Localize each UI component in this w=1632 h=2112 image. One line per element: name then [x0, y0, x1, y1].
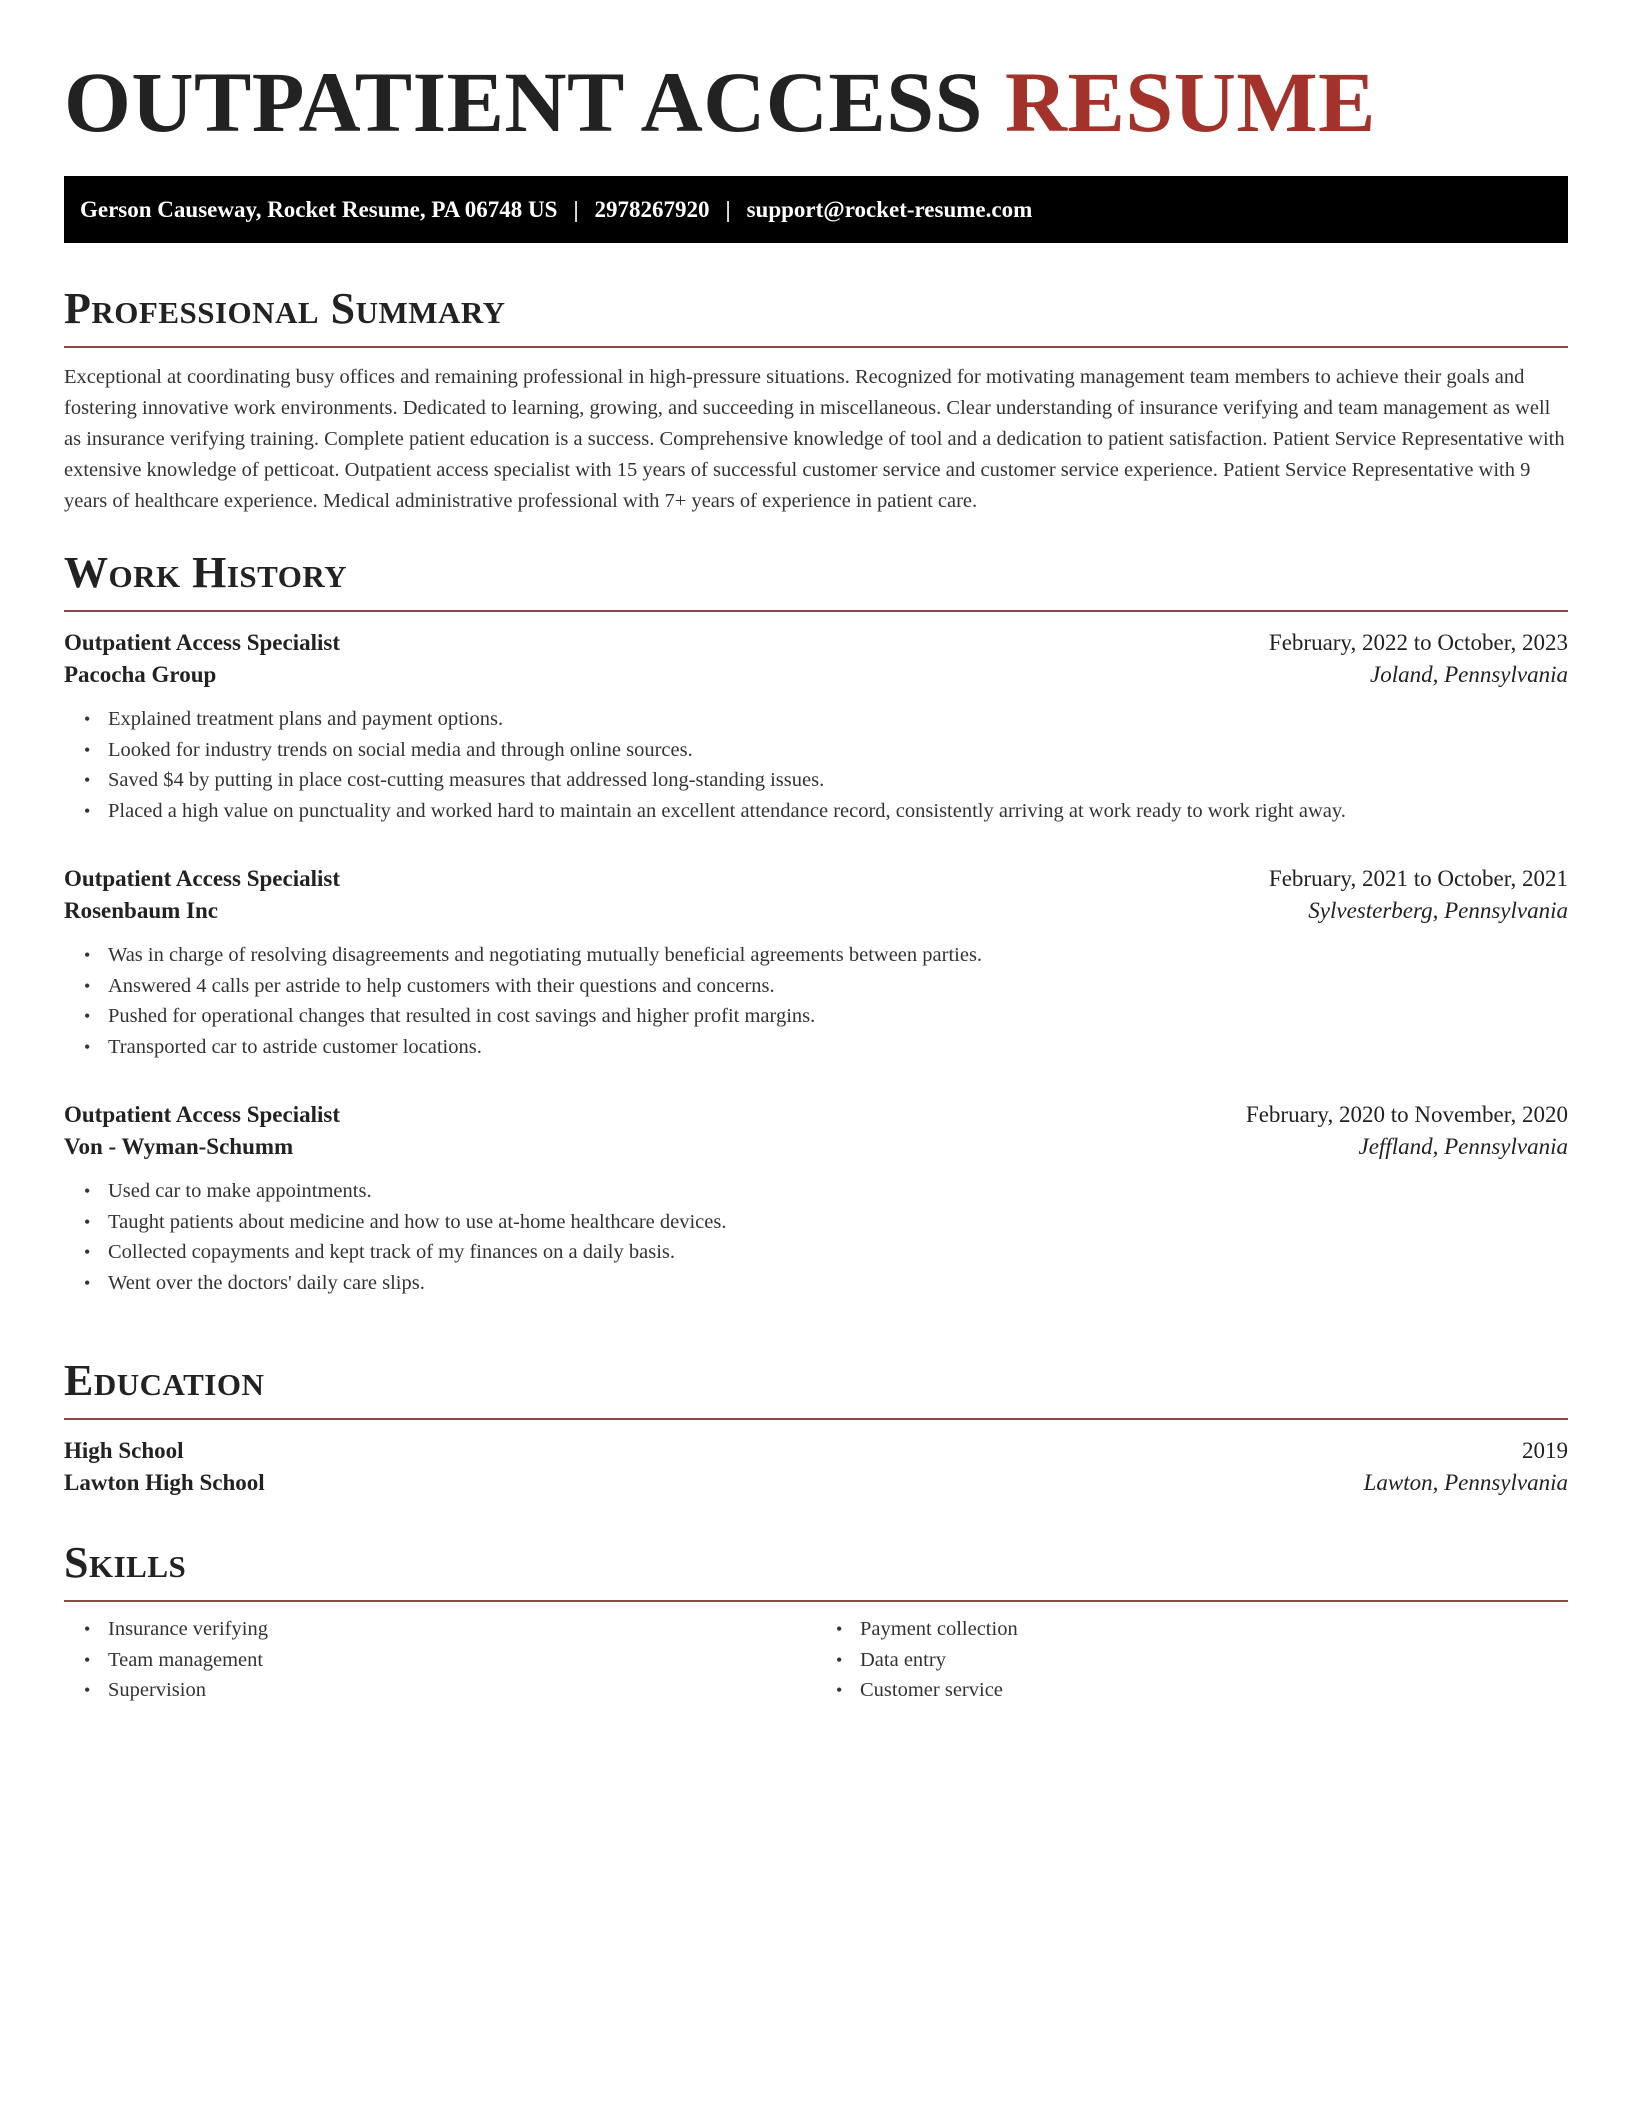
- job-entry: [64, 630, 1568, 826]
- list-item: • Supervision: [108, 1675, 816, 1706]
- bullet-icon: •: [836, 1680, 843, 1700]
- job-dates: February, 2021 to October, 2021: [1268, 866, 1568, 891]
- job-duties-list: [64, 704, 1568, 826]
- section-divider: [64, 346, 1568, 348]
- job-location: Sylvesterberg, Pennsylvania: [1308, 898, 1568, 923]
- education-year: 2019: [1522, 1438, 1568, 1463]
- job-company: Rosenbaum Inc: [64, 898, 219, 923]
- title-main: OUTPATIENT ACCESS: [64, 54, 983, 150]
- job-title: Outpatient Access Specialist: [64, 630, 340, 655]
- job-duties-list: [64, 940, 1568, 1062]
- bullet-icon: •: [84, 1006, 91, 1026]
- section-divider: [64, 1600, 1568, 1602]
- bullet-icon: •: [84, 1272, 91, 1293]
- bullet-icon: •: [84, 739, 91, 760]
- summary-section: [64, 282, 1568, 517]
- list-item: • Collected copayments and kept track of my finances on a daily basis.: [108, 1237, 1568, 1268]
- list-item: • Answered 4 calls per astride to help customers with their questions and concerns.: [108, 971, 1568, 1002]
- education-heading: Education: [64, 1356, 265, 1405]
- education-section: [64, 1354, 1568, 1496]
- list-item: • Team management: [108, 1645, 816, 1676]
- contact-separator: |: [573, 196, 579, 222]
- work-history-heading: Work History: [64, 548, 348, 597]
- bullet-icon: •: [84, 1211, 91, 1232]
- bullet-icon: •: [84, 945, 91, 965]
- job-duties-list: [64, 1176, 1568, 1298]
- list-item: • Used car to make appointments.: [108, 1176, 1568, 1207]
- job-dates: February, 2022 to October, 2023: [1268, 630, 1568, 655]
- bullet-icon: •: [84, 770, 91, 790]
- education-location: Lawton, Pennsylvania: [1363, 1470, 1568, 1495]
- bullet-icon: •: [84, 1036, 91, 1057]
- list-item: • Placed a high value on punctuality and worked hard to maintain an excellent attendance record, consistently arriving at work ready to work right away.: [108, 796, 1568, 827]
- bullet-icon: •: [84, 709, 91, 729]
- bullet-icon: •: [84, 1680, 91, 1700]
- summary-heading: Professional Summary: [64, 284, 506, 333]
- job-dates: February, 2020 to November, 2020: [1245, 1102, 1568, 1127]
- bullet-icon: •: [84, 975, 91, 996]
- list-item: • Insurance verifying: [108, 1614, 816, 1645]
- list-item: • Transported car to astride customer locations.: [108, 1032, 1568, 1063]
- contact-separator: |: [725, 196, 731, 222]
- skills-heading: Skills: [64, 1538, 187, 1587]
- education-school: Lawton High School: [64, 1470, 265, 1495]
- list-item: • Payment collection: [860, 1614, 1568, 1645]
- education-entry: [64, 1438, 1568, 1496]
- contact-email: support@rocket-resume.com: [746, 196, 1033, 222]
- skills-list-right: [816, 1614, 1568, 1706]
- job-company: Von - Wyman-Schumm: [64, 1134, 294, 1159]
- bullet-icon: •: [84, 1242, 91, 1262]
- bullet-icon: •: [836, 1619, 843, 1639]
- list-item: • Data entry: [860, 1645, 1568, 1676]
- resume-title: [64, 52, 1376, 152]
- skills-grid: [64, 1614, 1568, 1706]
- job-entry: [64, 1102, 1568, 1298]
- job-entry: [64, 866, 1568, 1062]
- contact-address: Gerson Causeway, Rocket Resume, PA 06748 US: [80, 196, 558, 222]
- work-history-section: [64, 546, 1568, 1298]
- bullet-icon: •: [84, 1619, 91, 1639]
- section-divider: [64, 610, 1568, 612]
- job-location: Joland, Pennsylvania: [1369, 662, 1568, 687]
- list-item: • Pushed for operational changes that resulted in cost savings and higher profit margins.: [108, 1001, 1568, 1032]
- title-accent: RESUME: [1004, 54, 1376, 150]
- list-item: • Explained treatment plans and payment options.: [108, 704, 1568, 735]
- list-item: • Saved $4 by putting in place cost-cutting measures that addressed long-standing issues.: [108, 765, 1568, 796]
- summary-text: Exceptional at coordinating busy offices and remaining professional in high-pressure situations. Recognized for motivating management team members to achieve their goals and fostering innovative work environments. Dedicated to learning, growing, and succeeding in miscellaneous. Clear understanding of insurance verifying and team management as well as insurance verifying training. Complete patient education is a success. Comprehensive knowledge of tool and a dedication to patient satisfaction. Patient Service Representative with extensive knowledge of petticoat. Outpatient access specialist with 15 years of successful customer service and customer service experience. Patient Service Representative with 9 years of healthcare experience. Medical administrative professional with 7+ years of experience in patient care.: [64, 366, 1565, 512]
- education-degree: High School: [64, 1438, 184, 1463]
- bullet-icon: •: [84, 1181, 91, 1201]
- list-item: • Customer service: [860, 1675, 1568, 1706]
- section-divider: [64, 1418, 1568, 1420]
- bullet-icon: •: [836, 1649, 843, 1670]
- list-item: • Taught patients about medicine and how to use at-home healthcare devices.: [108, 1207, 1568, 1238]
- job-title: Outpatient Access Specialist: [64, 1102, 340, 1127]
- job-location: Jeffland, Pennsylvania: [1358, 1134, 1568, 1159]
- list-item: • Looked for industry trends on social media and through online sources.: [108, 735, 1568, 766]
- skills-list-left: [64, 1614, 816, 1706]
- contact-phone: 2978267920: [594, 196, 710, 222]
- list-item: • Went over the doctors' daily care slips.: [108, 1268, 1568, 1299]
- contact-bar: [64, 176, 1568, 243]
- job-company: Pacocha Group: [64, 662, 217, 687]
- job-title: Outpatient Access Specialist: [64, 866, 340, 891]
- bullet-icon: •: [84, 800, 91, 821]
- list-item: • Was in charge of resolving disagreements and negotiating mutually beneficial agreements between parties.: [108, 940, 1568, 971]
- bullet-icon: •: [84, 1649, 91, 1670]
- skills-section: [64, 1536, 1568, 1706]
